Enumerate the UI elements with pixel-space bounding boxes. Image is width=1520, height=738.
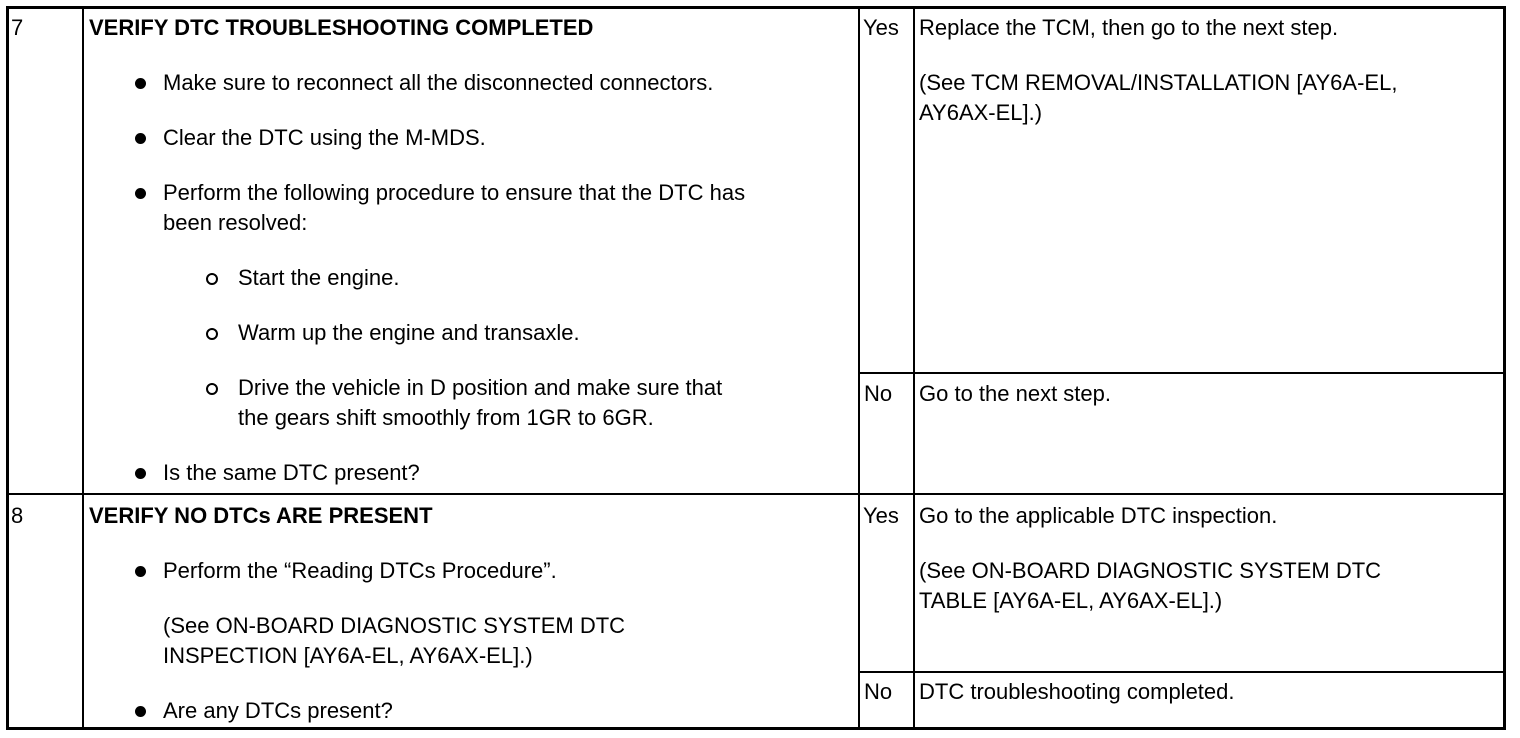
bullet-icon bbox=[135, 133, 146, 144]
step-question: Are any DTCs present? bbox=[163, 698, 393, 723]
answer-yes-reference-continued: AY6AX-EL].) bbox=[919, 100, 1043, 125]
sub-instruction-continued: the gears shift smoothly from 1GR to 6GR. bbox=[238, 405, 654, 430]
step-title: VERIFY DTC TROUBLESHOOTING COMPLETED bbox=[89, 15, 594, 40]
step-instruction-continued: been resolved: bbox=[163, 210, 308, 235]
step-instruction: Perform the following procedure to ensure that the DTC has bbox=[163, 180, 746, 205]
sub-bullet-icon bbox=[206, 383, 218, 395]
answer-no-label: No bbox=[864, 679, 893, 704]
bullet-icon bbox=[135, 188, 146, 199]
answer-no-action: Go to the next step. bbox=[919, 381, 1112, 406]
answer-yes-action: Replace the TCM, then go to the next step. bbox=[919, 15, 1339, 40]
sub-instruction: Start the engine. bbox=[238, 265, 400, 290]
sub-instruction: Warm up the engine and transaxle. bbox=[238, 320, 580, 345]
sub-instruction: Drive the vehicle in D position and make sure that bbox=[238, 375, 723, 400]
step-title: VERIFY NO DTCs ARE PRESENT bbox=[89, 503, 433, 528]
bullet-icon bbox=[135, 78, 146, 89]
column-divider-number bbox=[82, 9, 84, 727]
bullet-icon bbox=[135, 706, 146, 717]
step-instruction: Perform the “Reading DTCs Procedure”. bbox=[163, 558, 557, 583]
bullet-icon bbox=[135, 566, 146, 577]
answer-yes-reference: (See TCM REMOVAL/INSTALLATION [AY6A-EL, bbox=[919, 70, 1398, 95]
row-divider-step bbox=[9, 493, 1503, 495]
sub-bullet-icon bbox=[206, 273, 218, 285]
answer-yes-label: Yes bbox=[863, 15, 899, 40]
row-divider-step8-answers bbox=[858, 671, 1503, 673]
answer-yes-action: Go to the applicable DTC inspection. bbox=[919, 503, 1278, 528]
step-number: 7 bbox=[11, 15, 24, 40]
answer-no-action: DTC troubleshooting completed. bbox=[919, 679, 1235, 704]
bullet-icon bbox=[135, 468, 146, 479]
step-reference-continued: INSPECTION [AY6A-EL, AY6AX-EL].) bbox=[163, 643, 533, 668]
answer-yes-label: Yes bbox=[863, 503, 899, 528]
answer-yes-reference-continued: TABLE [AY6A-EL, AY6AX-EL].) bbox=[919, 588, 1223, 613]
step-instruction: Make sure to reconnect all the disconnected connectors. bbox=[163, 70, 714, 95]
sub-bullet-icon bbox=[206, 328, 218, 340]
row-divider-step7-answers bbox=[858, 372, 1503, 374]
step-reference: (See ON-BOARD DIAGNOSTIC SYSTEM DTC bbox=[163, 613, 626, 638]
column-divider-action bbox=[858, 9, 860, 727]
answer-yes-reference: (See ON-BOARD DIAGNOSTIC SYSTEM DTC bbox=[919, 558, 1382, 583]
step-question: Is the same DTC present? bbox=[163, 460, 420, 485]
column-divider-answer bbox=[913, 9, 915, 727]
step-instruction: Clear the DTC using the M-MDS. bbox=[163, 125, 486, 150]
answer-no-label: No bbox=[864, 381, 893, 406]
step-number: 8 bbox=[11, 503, 24, 528]
